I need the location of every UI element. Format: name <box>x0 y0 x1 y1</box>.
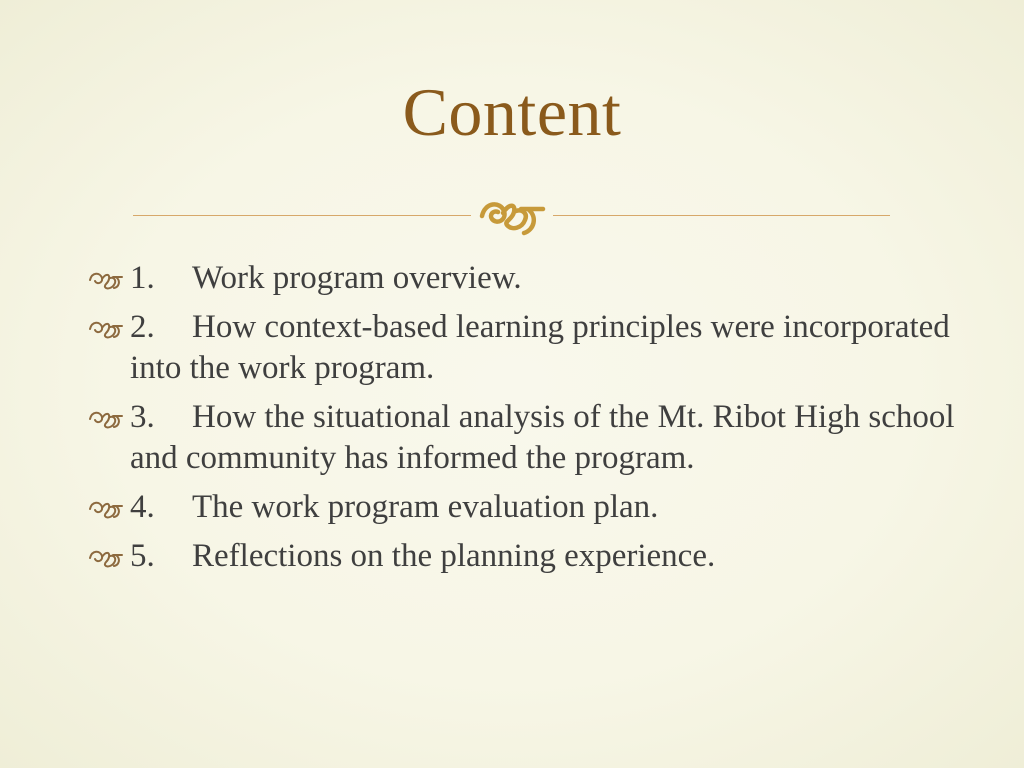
flourish-bullet-icon <box>88 317 124 339</box>
list-item <box>88 536 968 577</box>
flourish-bullet-icon <box>88 546 124 568</box>
item-number: 2. <box>130 309 155 345</box>
item-text: The work program evaluation plan. <box>192 489 659 525</box>
item-number: 4. <box>130 489 155 525</box>
item-number: 5. <box>130 538 155 574</box>
item-text: How context-based learning principles were incorporated into the work program. <box>130 309 950 386</box>
list-item <box>88 487 968 528</box>
flourish-ornament-icon <box>476 193 550 239</box>
flourish-bullet-icon <box>88 407 124 429</box>
title-divider-right <box>553 215 890 216</box>
item-text: How the situational analysis of the Mt. Ribot High school and community has informed the program. <box>130 399 955 476</box>
list-item <box>88 258 968 299</box>
content-list <box>88 258 968 585</box>
list-item <box>88 397 968 479</box>
title-divider-left <box>133 215 471 216</box>
item-text: Work program overview. <box>192 260 522 296</box>
item-number: 3. <box>130 399 155 435</box>
list-item <box>88 307 968 389</box>
item-number: 1. <box>130 260 155 296</box>
flourish-bullet-icon <box>88 497 124 519</box>
slide-title: Content <box>402 74 622 150</box>
flourish-bullet-icon <box>88 268 124 290</box>
item-text: Reflections on the planning experience. <box>192 538 716 574</box>
